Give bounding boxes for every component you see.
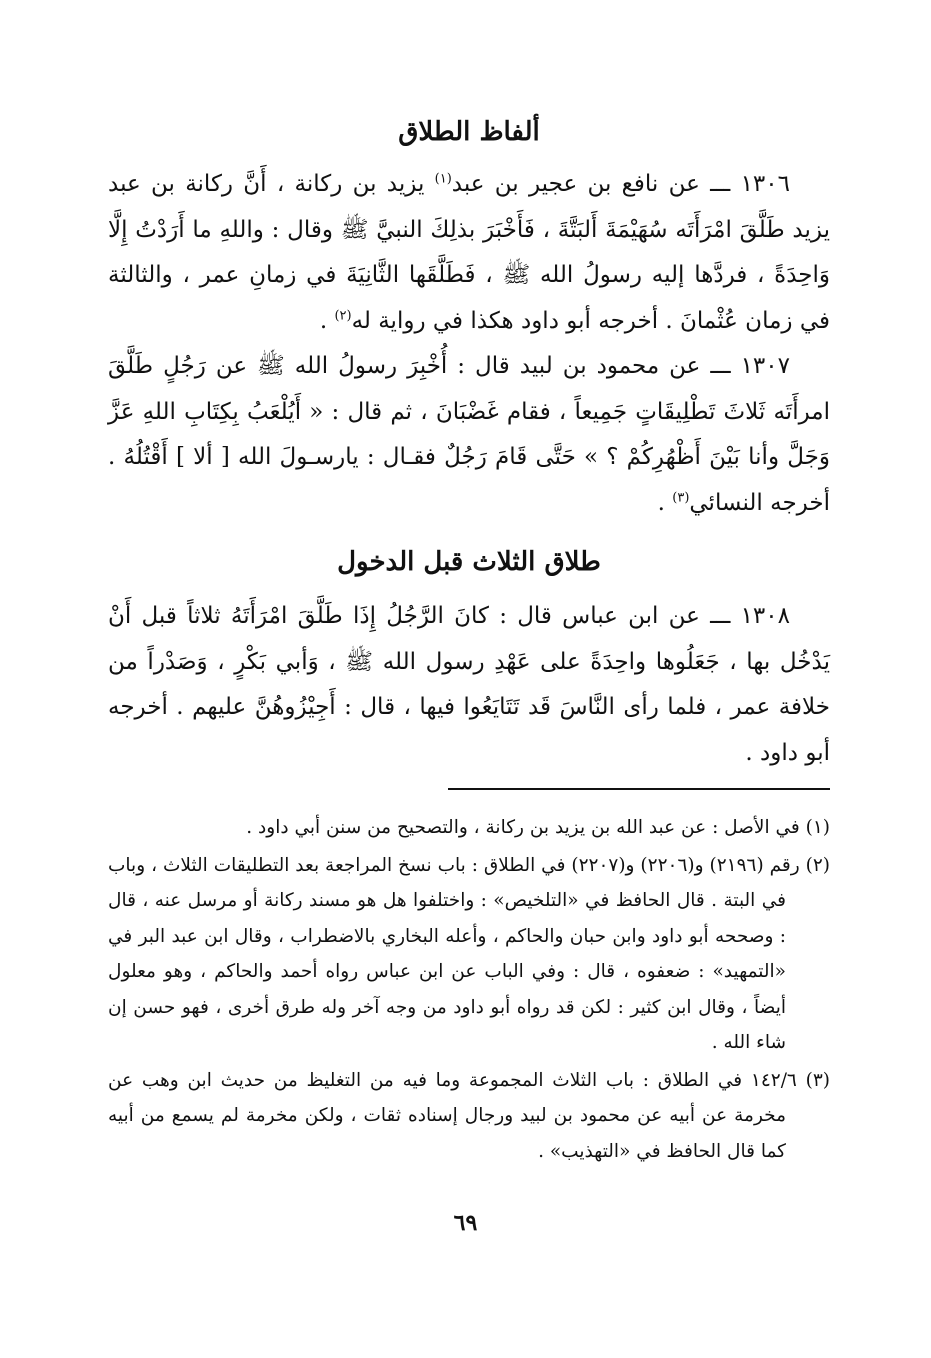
footnote-text: ١٤٢/٦ في الطلاق : باب الثلاث المجموعة وما فيه من التغليظ من حديث ابن وهب عن مخرمة عن أبيه عن محمود بن لبيد ورجال إسناده ثقات ، ولكن مخرمة لم يسمع من أبيه كما قال الحافظ في «التهذيب» .: [108, 1069, 797, 1162]
footnote-ref-1: (١): [434, 171, 452, 187]
footnote-divider: [448, 788, 830, 790]
hadith-1308: ١٣٠٨ ـــ عن ابن عباس قال : كانَ الرَّجُلُ إِذَا طَلَّقَ امْرَأَتَهُ ثلاثاً قبل أَنْ يَدْخُل بها ، جَعَلُوها واحِدَةً على عَهْدِ رسول الله ﷺ ، وَأبي بَكْرٍ ، وَصَدْراً من خلافة عمر ، فلما رأى النَّاسَ قَد تَتَايَعُوا فيها ، قال : أَجِيْزُوهُنَّ عليهم . أخرجه أبو داود .: [108, 603, 830, 766]
hadith-1306: [108, 162, 830, 344]
hadith-1307-text-a: ١٣٠٧ ـــ عن محمود بن لبيد قال : أُخْبِرَ رسولُ الله ﷺ عن رَجُلٍ طَلَّقَ امرأَتَه ثَلاثَ تَطْلِيقَاتٍ جَمِيعاً ، فقام غَضْبَانَ ، ثم قال : « أَيُلْعَبُ بِكِتَابِ اللهِ عَزَّ وَجَلَّ وأنا بَيْنَ أَظْهُرِكُمْ ؟ » حَتَّى قَامَ رَجُلٌ فقـال : يارسـولَ الله [ ألا ] أَقْتُلُهُ . أخرجه النسائي: [108, 353, 830, 516]
footnote-2: [108, 848, 830, 1061]
main-text: [108, 108, 830, 776]
hadith-1306-text-c: .: [319, 307, 335, 334]
page-number: ٦٩: [453, 1210, 478, 1236]
footnote-text: رقم (٢١٩٦) و(٢٢٠٦) و(٢٢٠٧) في الطلاق : باب نسخ المراجعة بعد التطليقات الثلاث ، وباب في البتة . قال الحافظ في «التلخيص» : واختلفوا هل هو مسند ركانة أو مرسل عنه ، قال : وصححه أبو داود وابن حبان والحاكم ، وأعله البخاري بالاضطراب ، وقال ابن عبد البر في «التمهيد» : ضعفوه ، قال : وفي الباب عن ابن عباس رواه أحمد والحاكم ، وهو معلول أيضاً ، وقال ابن كثير : لكن قد رواه أبو داود من وجه آخر وله طرق أخرى ، فهو حسن إن شاء الله .: [108, 854, 800, 1053]
footnote-3: [108, 1063, 830, 1170]
hadith-1307: [108, 344, 830, 526]
footnote-marker: (٢): [805, 854, 831, 876]
section-title-talaq-expressions: ألفاظ الطلاق: [398, 117, 540, 147]
hadith-1307-text-b: .: [657, 489, 673, 516]
footnotes: [108, 810, 830, 1171]
footnote-ref-2: (٢): [334, 307, 352, 323]
footnote-1: [108, 810, 830, 846]
footnote-marker: (٣): [805, 1069, 830, 1091]
footnote-marker: (١): [805, 817, 830, 838]
footnote-text: في الأصل : عن عبد الله بن يزيد بن ركانة ، والتصحيح من سنن أبي داود .: [246, 817, 800, 838]
hadith-1306-text-a: ١٣٠٦ ـــ عن نافع بن عجير بن عبد: [451, 171, 790, 197]
footnote-ref-3: (٣): [672, 489, 690, 505]
section-title-triple-talaq-before-consummation: طلاق الثلاث قبل الدخول: [337, 547, 601, 577]
hadith-1306-text-b: يزيد بن ركانة ، أَنَّ ركانة بن عبد يزيد طَلَّقَ امْرَأَتَه سُهَيْمَةَ أَلبَتَّةَ ، فَأَخْبَرَ بذلِكَ النبيَّ ﷺ وقال : واللهِ ما أَرَدْتُ إِلَّا وَاحِدَةً ، فردَّها إليه رسولُ الله ﷺ ، فَطَلَّقَها الثَّانِيَةَ في زمانِ عمر ، والثالثة في زمان عُثْمانَ . أخرجه أبو داود هكذا في رواية له: [108, 171, 830, 334]
